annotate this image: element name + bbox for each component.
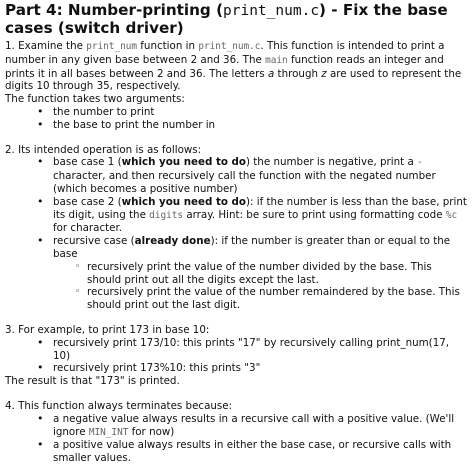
inline-code: %c: [445, 209, 458, 221]
arguments-intro: The function takes two arguments:: [5, 93, 185, 106]
section-3-intro: 3. For example, to print 173 in base 10:: [5, 323, 210, 336]
inline-code: -: [417, 157, 423, 169]
example-result: The result is that "173" is printed.: [5, 375, 180, 388]
inline-code: print_num.c: [198, 41, 261, 52]
example-list: [5, 337, 469, 375]
inline-code: main: [265, 54, 288, 66]
section-4: [5, 400, 469, 465]
list-item-recursive-case: • recursive case (already done): if the number is greater than or equal to the base ◦ recursively print the value of the number divided by the base. This should print out all the digits except the last. ◦ recursively print the value of the number remaindered by the base. This should print out the last digit.: [5, 235, 469, 312]
list-item: • recursively print 173%10: this prints "3": [5, 362, 469, 375]
termination-list: [5, 413, 469, 465]
list-item: • a positive value always results in either the base case, or recursive calls with smaller values.: [5, 439, 469, 465]
title-filename: print_num.c: [223, 3, 320, 19]
section-3: [5, 324, 469, 388]
document: [5, 2, 469, 465]
inline-code: digits: [149, 209, 184, 221]
inline-code: MIN_INT: [88, 426, 129, 438]
sublist-item: ◦ recursively print the value of the number divided by the base. This should print out all the digits except the last.: [53, 261, 469, 287]
arguments-list: [5, 106, 469, 132]
page-title: [5, 2, 469, 37]
list-item-base-case-1: • base case 1 (which you need to do) the number is negative, print a - character, and then recursively call the function with the negated number (which becomes a positive number): [5, 156, 469, 195]
section-1-paragraph: 1. Examine the print_num function in print_num.c. This function is intended to print a number in any given base between 2 and 36. The main function reads an integer and prints it in all bases between 2 and 36. The letters a through z are used to represent the digits 10 through 35, respectively.: [5, 40, 462, 93]
section-4-intro: 4. This function always terminates because:: [5, 399, 233, 412]
list-item: • a negative value always results in a recursive call with a positive value. (We'll ignore MIN_INT for now): [5, 413, 469, 440]
inline-code: print_num: [86, 41, 138, 52]
sublist-item: ◦ recursively print the value of the number remaindered by the base. This should print out the last digit.: [53, 286, 469, 312]
section-2-intro: 2. Its intended operation is as follows:: [5, 143, 202, 156]
section-1: [5, 40, 469, 132]
title-text: Part 4: Number-printing (: [5, 1, 224, 19]
list-item-base-case-2: • base case 2 (which you need to do): if the number is less than the base, print its digit, using the digits array. Hint: be sure to print using formatting code %c for character.: [5, 196, 469, 235]
recursive-sublist: [5, 261, 469, 312]
operation-list: [5, 156, 469, 312]
list-item: • recursively print 173/10: this prints "17" by recursively calling print_num(17, 10): [5, 337, 469, 363]
section-2: [5, 144, 469, 312]
list-item: • the base to print the number in: [5, 119, 469, 132]
title-text-end: ) - Fix the base cases (switch driver): [5, 1, 448, 37]
list-item: • the number to print: [5, 106, 469, 119]
